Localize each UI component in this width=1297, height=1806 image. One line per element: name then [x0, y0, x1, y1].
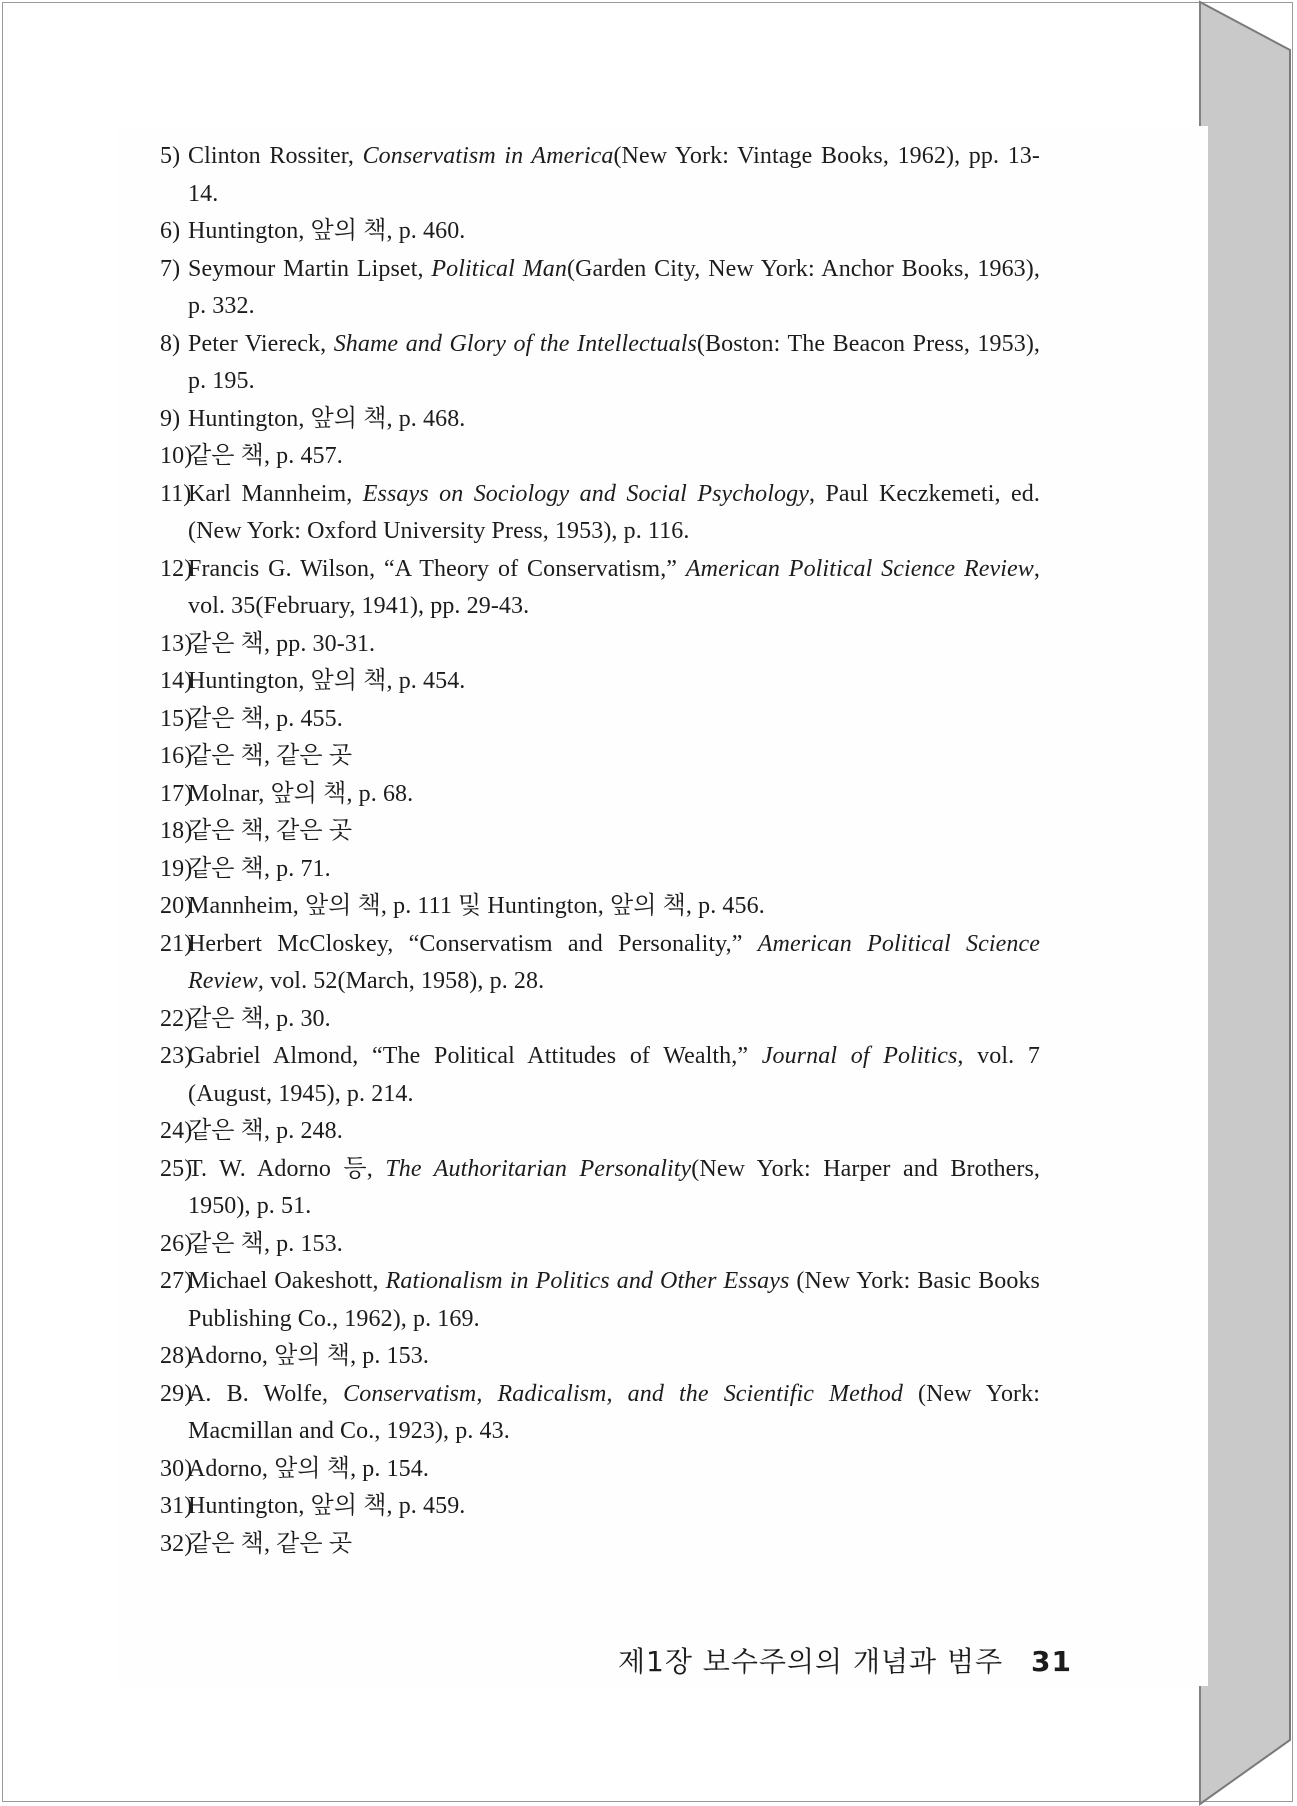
footnote-number: 25)	[160, 1155, 193, 1182]
footnote-text	[188, 701, 1040, 739]
footnote-text	[188, 888, 1040, 926]
footnote	[160, 1488, 1040, 1526]
footnote-segment: Huntington, 앞의 책, p. 459.	[188, 1493, 466, 1519]
footnote-text	[188, 1226, 1040, 1264]
footnote-text	[188, 926, 1040, 1001]
footnote-segment: Adorno, 앞의 책, p. 153.	[188, 1343, 429, 1369]
footnote-text	[188, 438, 1040, 476]
footnote	[160, 1338, 1040, 1376]
footnote-segment: (New York: Basic Books Publishing Co., 1962), p. 169.	[188, 1268, 1040, 1332]
footnote-text	[188, 738, 1040, 776]
footnote-number: 18)	[160, 818, 193, 844]
footnote-title-italic: Conservatism in America	[362, 143, 614, 169]
footnote	[160, 251, 1040, 326]
footnote-number: 26)	[160, 1230, 193, 1257]
footnote-segment: Peter Viereck,	[188, 330, 334, 357]
footnote-number: 23)	[160, 1043, 193, 1069]
footnote	[160, 1151, 1040, 1226]
footnote-segment: Adorno, 앞의 책, p. 154.	[188, 1455, 429, 1482]
footnote-title-italic: American Political Science Review	[188, 930, 1040, 994]
footnote-title-italic: Conservatism, Radicalism, and the Scientific Method	[343, 1380, 903, 1407]
footnote-text	[188, 476, 1040, 551]
footnote-text	[188, 776, 1040, 814]
footnote-number: 9)	[160, 405, 181, 432]
footnote-segment: 같은 책, pp. 30-31.	[188, 630, 376, 657]
footnote-number: 30)	[160, 1455, 193, 1482]
page-footer	[618, 1640, 1072, 1680]
footnote-number: 6)	[160, 218, 181, 244]
footnote-segment: 같은 책, 같은 곳	[188, 818, 353, 844]
footnote-text	[188, 1488, 1040, 1526]
footnote-segment: Herbert McCloskey, “Conservatism and Personality,”	[188, 930, 758, 957]
footnote	[160, 476, 1040, 551]
footnote-number: 31)	[160, 1493, 193, 1519]
footnote-title-italic: American Political Science Review	[685, 555, 1034, 582]
footnote-number: 5)	[160, 143, 181, 169]
footnote-segment: 같은 책, p. 457.	[188, 443, 343, 469]
footnote-number: 29)	[160, 1380, 193, 1407]
footnote-number: 13)	[160, 630, 193, 657]
footnote	[160, 701, 1040, 739]
footnote-text	[188, 663, 1040, 701]
footnote-number: 17)	[160, 780, 193, 807]
footnote-title-italic: Journal of Politics	[761, 1043, 958, 1069]
footnote-segment: Seymour Martin Lipset,	[188, 255, 432, 282]
footnote-segment: , vol. 35(February, 1941), pp. 29-43.	[188, 555, 1040, 619]
footnote-text	[188, 1376, 1040, 1451]
footnote-segment: , Paul Keczkemeti, ed. (New York: Oxford University Press, 1953), p. 116.	[188, 480, 1041, 544]
footnote	[160, 663, 1040, 701]
footnote-text	[188, 326, 1040, 401]
footnote-text	[188, 851, 1040, 889]
footnote-segment: Huntington, 앞의 책, p. 460.	[188, 218, 466, 244]
footnote-segment: Molnar, 앞의 책, p. 68.	[188, 780, 414, 807]
footnote-segment: Huntington, 앞의 책, p. 468.	[188, 405, 466, 432]
footnote-text	[188, 1338, 1040, 1376]
footnote-segment: (New York: Harper and Brothers, 1950), p. 51.	[188, 1155, 1040, 1219]
footnote-segment: Huntington, 앞의 책, p. 454.	[188, 668, 466, 694]
footnote-text	[188, 251, 1040, 326]
footnote-segment: 같은 책, p. 71.	[188, 855, 331, 882]
footnote	[160, 138, 1040, 213]
page-number: 31	[1031, 1645, 1072, 1678]
footnote	[160, 926, 1040, 1001]
footnote	[160, 213, 1040, 251]
footnote-text	[188, 1526, 1040, 1564]
footnote-segment: Karl Mannheim,	[188, 480, 363, 507]
footnote-segment: Francis G. Wilson, “A Theory of Conservatism,”	[188, 555, 686, 582]
footnote-text	[188, 1451, 1040, 1489]
footnote	[160, 813, 1040, 851]
footnote-text	[188, 1038, 1040, 1113]
footnote	[160, 438, 1040, 476]
footnote	[160, 1038, 1040, 1113]
footnote-title-italic: The Authoritarian Personality	[385, 1155, 692, 1182]
footnote-title-italic: Shame and Glory of the Intellectuals	[333, 330, 697, 357]
footnote-number: 22)	[160, 1005, 193, 1032]
footnote	[160, 738, 1040, 776]
footnote-number: 14)	[160, 668, 193, 694]
footnote-segment: 같은 책, 같은 곳	[188, 743, 353, 769]
footnote-number: 21)	[160, 930, 193, 957]
footnote-segment: Mannheim, 앞의 책, p. 111 및 Huntington, 앞의 책, p. 456.	[188, 893, 765, 919]
footnote-title-italic: Essays on Sociology and Social Psychology	[362, 480, 809, 507]
footnote	[160, 1376, 1040, 1451]
footnote-segment: (Garden City, New York: Anchor Books, 1963), p. 332.	[188, 255, 1040, 319]
footnote	[160, 851, 1040, 889]
footnote-segment: 같은 책, 같은 곳	[188, 1530, 353, 1557]
footnote-text	[188, 213, 1040, 251]
footnote-number: 11)	[160, 480, 192, 507]
footnote-segment: (New York: Macmillan and Co., 1923), p. 43.	[188, 1380, 1040, 1444]
footnote-text	[188, 551, 1040, 626]
footnote-text	[188, 401, 1040, 439]
footnote-number: 8)	[160, 330, 181, 357]
footnote	[160, 1263, 1040, 1338]
footnote-text	[188, 813, 1040, 851]
footnote-segment: Michael Oakeshott,	[188, 1268, 386, 1294]
footnote-number: 16)	[160, 743, 193, 769]
footnote-number: 19)	[160, 855, 193, 882]
footnote-number: 32)	[160, 1530, 193, 1557]
footnote-segment: 같은 책, p. 455.	[188, 705, 343, 732]
footnote-segment: Gabriel Almond, “The Political Attitudes of Wealth,”	[188, 1043, 762, 1069]
footnote-text	[188, 626, 1040, 664]
footnote-number: 10)	[160, 443, 193, 469]
footnote-segment: , vol. 52(March, 1958), p. 28.	[257, 968, 545, 994]
chapter-title: 제1장 보수주의의 개념과 범주	[618, 1645, 1004, 1678]
footnote	[160, 401, 1040, 439]
footnote-segment: (New York: Vintage Books, 1962), pp. 13-14.	[188, 143, 1041, 207]
footnote-segment: 같은 책, p. 30.	[188, 1005, 331, 1032]
footnote-number: 7)	[160, 255, 181, 282]
footnote-number: 24)	[160, 1118, 193, 1144]
footnote-number: 20)	[160, 893, 193, 919]
footnote-text	[188, 1151, 1040, 1226]
footnote-text	[188, 138, 1040, 213]
footnote-title-italic: Political Man	[431, 255, 567, 282]
footnote-segment: T. W. Adorno 등,	[188, 1155, 386, 1182]
footnote	[160, 1113, 1040, 1151]
footnote-title-italic: Rationalism in Politics and Other Essays	[385, 1268, 790, 1294]
footnote-list	[160, 138, 1040, 1563]
footnote-segment: 같은 책, p. 153.	[188, 1230, 343, 1257]
footnote-number: 15)	[160, 705, 193, 732]
footnote	[160, 551, 1040, 626]
footnote-number: 28)	[160, 1343, 193, 1369]
footnote-segment: Clinton Rossiter,	[188, 143, 363, 169]
footnote-segment: , vol. 7 (August, 1945), p. 214.	[188, 1043, 1040, 1107]
footnote-text	[188, 1113, 1040, 1151]
footnote-number: 12)	[160, 555, 193, 582]
footnote-segment: (Boston: The Beacon Press, 1953), p. 195.	[188, 330, 1041, 394]
footnote-number: 27)	[160, 1268, 193, 1294]
footnote	[160, 888, 1040, 926]
footnote	[160, 1001, 1040, 1039]
footnote-segment: 같은 책, p. 248.	[188, 1118, 343, 1144]
footnote	[160, 1226, 1040, 1264]
footnote	[160, 1526, 1040, 1564]
footnote-segment: A. B. Wolfe,	[188, 1380, 344, 1407]
footnote	[160, 776, 1040, 814]
footnote	[160, 626, 1040, 664]
footnote	[160, 1451, 1040, 1489]
footnote	[160, 326, 1040, 401]
footnote-text	[188, 1001, 1040, 1039]
footnote-text	[188, 1263, 1040, 1338]
